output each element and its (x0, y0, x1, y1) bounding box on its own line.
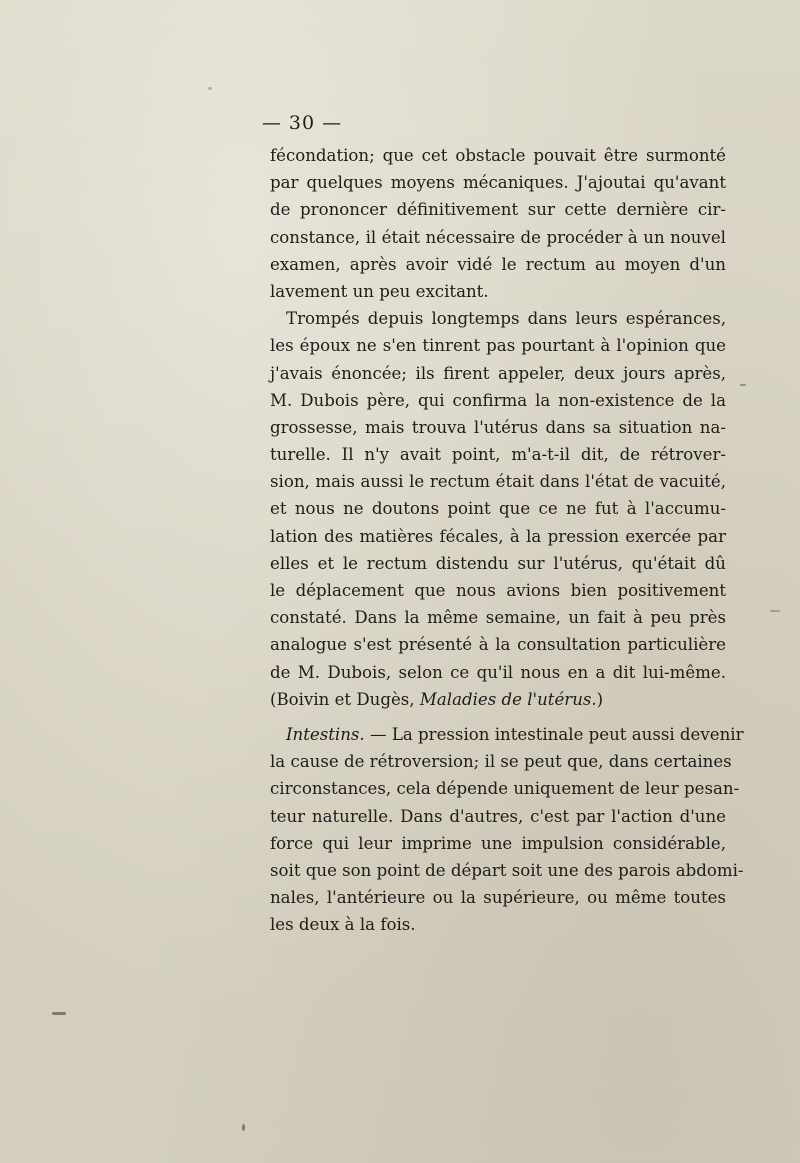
paper-speck (770, 610, 780, 612)
paragraph-3 (270, 721, 744, 939)
text-line: force qui leur imprime une impulsion considérable, (270, 833, 726, 853)
paragraph-1 (270, 142, 726, 305)
text-line: nales, l'antérieure ou la supérieure, ou même toutes (270, 888, 726, 908)
text-line: de prononcer définitivement sur cette dernière cir- (270, 200, 726, 220)
text-line: elles et le rectum distendu sur l'utérus, qu'était dû (270, 553, 726, 573)
text-line: lation des matières fécales, à la pression exercée par (270, 526, 726, 546)
section-heading: Intestins. (286, 725, 365, 744)
text-line: turelle. Il n'y avait point, m'a-t-il dit, de rétrover- (270, 445, 726, 465)
body-text-upper (270, 142, 726, 713)
text-line: sion, mais aussi le rectum était dans l'état de vacuité, (270, 472, 726, 492)
text-line: examen, après avoir vidé le rectum au moyen d'un (270, 254, 726, 274)
citation-close: ) (596, 689, 604, 709)
paragraph-2 (270, 305, 726, 713)
text-line: lavement un peu excitant. (270, 281, 489, 301)
text-line: les époux ne s'en tinrent pas pourtant à l'opinion que (270, 336, 726, 356)
paper-speck (208, 87, 212, 90)
text-line: constance, il était nécessaire de procéder à un nouvel (270, 227, 726, 247)
paper-speck (52, 1012, 66, 1015)
text-line: de M. Dubois, selon ce qu'il nous en a dit lui-même. (270, 662, 726, 682)
text-line: par quelques moyens mécaniques. J'ajoutai qu'avant (270, 173, 726, 193)
paper-speck (242, 1124, 245, 1131)
text-line: fécondation; que cet obstacle pouvait être surmonté (270, 146, 726, 165)
heading-dash: — (364, 725, 392, 744)
text-line: les deux à la fois. (270, 915, 416, 935)
text-line: circonstances, cela dépende uniquement de leur pesan- (270, 779, 740, 799)
text-line: la cause de rétroversion; il se peut que, dans certaines (270, 752, 732, 772)
page-number-text: — 30 — (261, 112, 343, 134)
citation-title: Maladies de l'utérus. (419, 689, 597, 709)
text-line: M. Dubois père, qui confirma la non-existence de la (270, 390, 726, 410)
citation-open: (Boivin et Dugès, (270, 689, 420, 709)
text-line: constaté. Dans la même semaine, un fait à peu près (270, 608, 726, 628)
heading-line-rest: La pression intestinale peut aussi devenir (391, 725, 744, 744)
text-line: Trompés depuis longtemps dans leurs espérances, (286, 309, 726, 329)
text-line: soit que son point de départ soit une des parois abdomi- (270, 860, 744, 880)
text-line: j'avais énoncée; ils firent appeler, deux jours après, (270, 363, 726, 383)
text-line: grossesse, mais trouva l'utérus dans sa situation na- (270, 417, 726, 437)
body-text-lower (270, 721, 744, 939)
text-line: teur naturelle. Dans d'autres, c'est par l'action d'une (270, 806, 726, 826)
page-number (0, 112, 800, 134)
text-line: analogue s'est présenté à la consultation particulière (270, 635, 726, 655)
text-line: et nous ne doutons point que ce ne fut à l'accumu- (270, 499, 726, 519)
heading-line (270, 721, 744, 748)
paper-speck (740, 384, 746, 386)
citation-line (270, 686, 726, 713)
text-line: le déplacement que nous avions bien positivement (270, 581, 726, 600)
